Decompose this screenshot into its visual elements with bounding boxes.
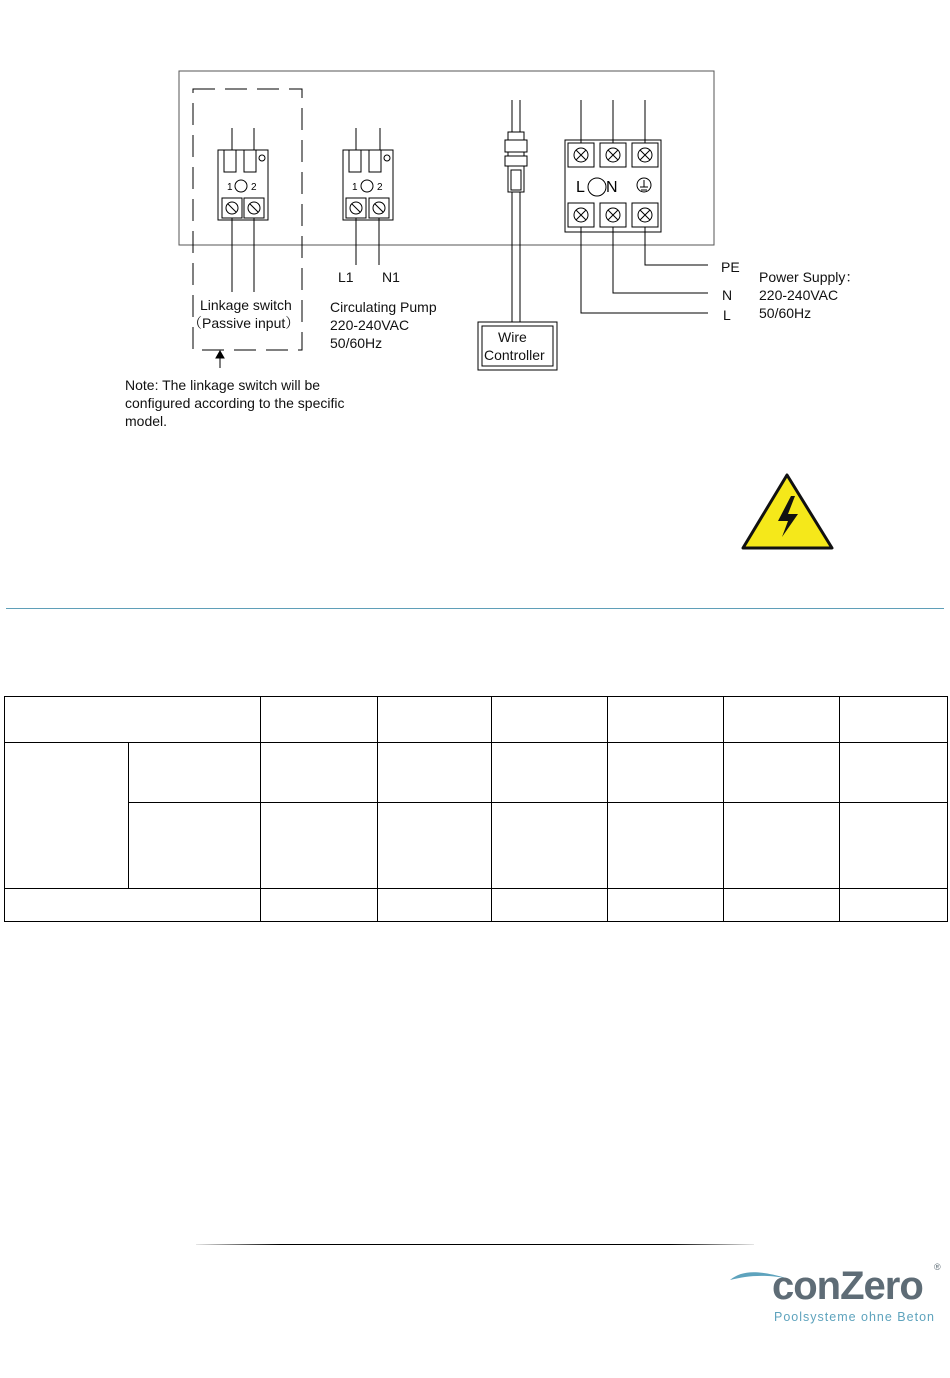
brand-logo [728,1262,946,1332]
note-line1: Note: The linkage switch will be [125,377,321,393]
wire-controller-line1: Wire [498,329,527,345]
wire-controller-line2: Controller [484,347,545,363]
power-block-l-text: L [576,179,585,196]
linkage-title: Linkage switch [200,297,292,313]
note-line2: configured according to the specific [125,395,345,411]
supply-title: Power Supply： [759,269,860,285]
pump-l1-label: L1 [338,269,354,285]
supply-voltage: 220-240VAC [759,287,839,303]
supply-frequency: 50/60Hz [759,305,812,321]
pump-title: Circulating Pump [330,299,437,315]
spec-table [4,696,948,922]
high-voltage-warning-icon [743,475,832,548]
footer-rule [196,1244,754,1245]
pump-terminal-block [343,150,393,220]
table-row [5,697,948,743]
pump-terminal-2-text: 2 [377,182,383,193]
linkage-terminal-1-text: 1 [227,182,233,193]
brand-name: conZero [772,1264,923,1308]
linkage-terminal-2-text: 2 [251,182,257,193]
table-row [5,889,948,922]
brand-registered: ® [934,1262,941,1272]
power-block-n-text: N [606,179,618,196]
pump-frequency: 50/60Hz [330,335,383,351]
supply-l-label: L [723,307,731,323]
note-line3: model. [125,413,168,429]
linkage-terminal-block [218,150,268,220]
table-row [5,803,948,889]
linkage-subtitle: （Passive input） [188,315,300,331]
section-divider [6,608,944,609]
brand-tagline: Poolsysteme ohne Beton [774,1310,935,1324]
supply-pe-label: PE [721,259,740,275]
table-row [5,743,948,803]
pump-terminal-1-text: 1 [352,182,358,193]
pump-n1-label: N1 [382,269,400,285]
pump-voltage: 220-240VAC [330,317,410,333]
supply-n-label: N [722,287,733,303]
